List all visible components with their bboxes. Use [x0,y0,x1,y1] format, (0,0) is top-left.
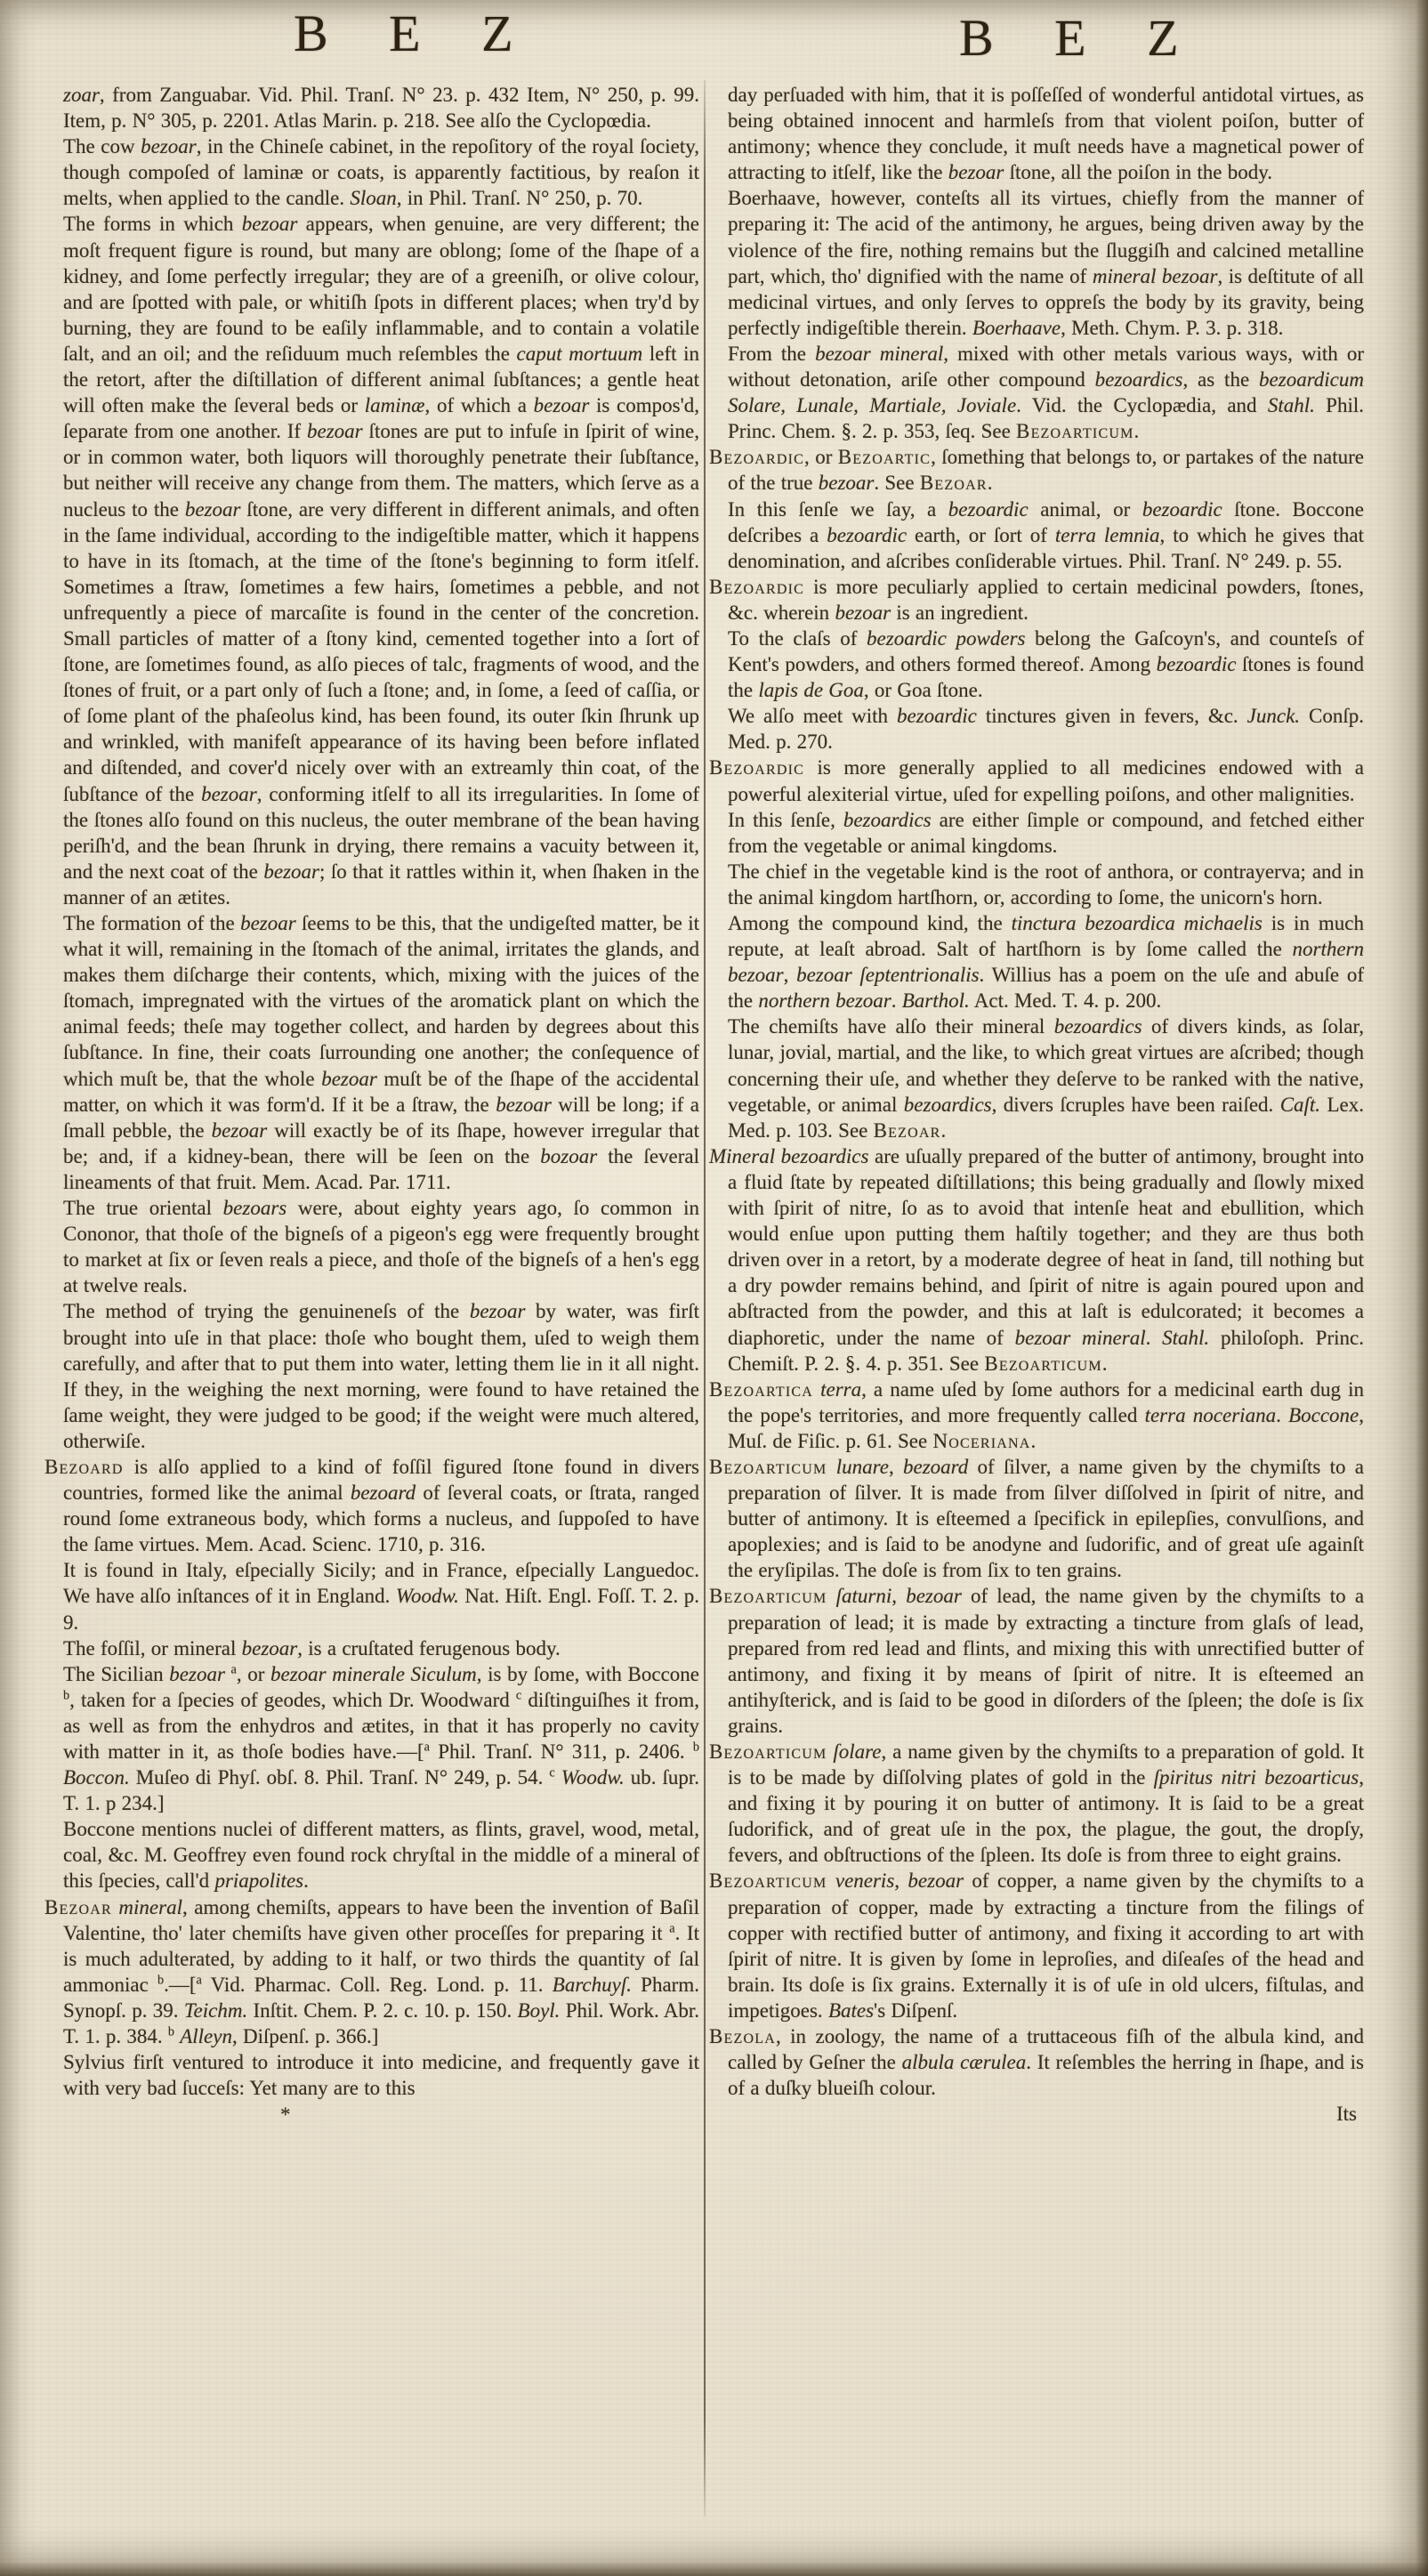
running-header-left: B E Z [294,4,537,62]
body-paragraph: The formation of the bezoar ſeems to be this, that the undigeſted matter, be it what it will, remaining in the ſtomach of the animal, irritates the glands, and makes them diſcharge their contents, which, mixing with the juices of the ſtomach, impregnated with the virtues of the aromatick plant on which the animal feeds; theſe may together collect, and harden by degrees about this ſubſtance. In fine, their coats ſurrounding one another; the conſequence of which muſt be, that the whole bezoar muſt be of the ſhape of the accidental matter, on which it was form'd. If it be a ſtraw, the bezoar will be long; if a ſmall pebble, the bezoar will exactly be of its ſhape, however irregular that be; and, if a kidney-bean, there will be ſeen on the bozoar the ſeveral lineaments of that fruit. Mem. Acad. Par. 1711. [63,912,700,1193]
body-paragraph: In this ſenſe we ſay, a bezoardic animal, or bezoardic ſtone. Boccone deſcribes a bezoardic earth, or ſort of terra lemnia, to which he gives that denomination, and aſcribes conſiderable virtues. Phil. Tranſ. N° 249. p. 55. [728,497,1364,572]
entry-paragraph-bezoarticum-veneris: Bezoarticum veneris, bezoar of copper, a name given by the chymiſts to a preparation of copper, made by extracting a tincture from the filings of copper with rectified butter of antimony, and fixing it according to art with ſpirit of nitre. It is given by ſome in leproſies, and diſeaſes of the head and brain. Its doſe is ſix grains. Externally it is of uſe in old ulcers, fiſtulas, and impetigoes. Bates's Diſpenſ. [709,1869,1364,2022]
page-scan-right-edge [1416,0,1428,2576]
entry-paragraph-bezoardic: Bezoardic, or Bezoartic, ſomething that belongs to, or partakes of the nature of the true bezoar. See Bezoar. [709,446,1364,495]
entry-paragraph-bezoarticum-saturni: Bezoarticum ſaturni, bezoar of lead, the name given by the chymiſts to a preparation of lead; it is made by extracting a tincture from glaſs of lead, prepared from red lead and flints, and mixing this with unrectified butter of antimony, and fixing it by means of ſpirit of nitre. It is eſteemed an antihyſterick, and is ſaid to be good in diſorders of the ſpleen; the doſe is ſix grains. [709,1585,1365,1737]
entry-paragraph-bezola: Bezola, in zoology, the name of a truttaceous fiſh of the albula kind, and called by Geſner the albula cærulea. It reſembles the herring in ſhape, and is of a duſky blueiſh colour. [709,2025,1364,2100]
running-header-right: B E Z [959,9,1203,67]
body-paragraph: Boccone mentions nuclei of different matters, as flints, gravel, wood, metal, coal, &c. M. Geoffrey even found rock chryſtal in the middle of a mineral of this ſpecies, call'd priapolites. [63,1818,699,1893]
body-paragraph: Among the compound kind, the tinctura bezoardica michaelis is in much repute, at leaſt abroad. Salt of hartſhorn is by ſome called the northern bezoar, bezoar ſeptentrionalis. Willius has a poem on the uſe and abuſe of the northern bezoar. Barthol. Act. Med. T. 4. p. 200. [728,912,1364,1013]
body-paragraph: The forms in which bezoar appears, when genuine, are very different; the moſt frequent figure is round, but many are oblong; ſome of the ſhape of a kidney, and ſome perfectly irregular; they are of a greeniſh, or olive colour, and are ſpotted with pale, or whitiſh ſpots in different places; when try'd by burning, they are found to be eaſily inflammable, and to contain a volatile ſalt, and an oil; and the reſiduum much reſembles the caput mortuum left in the retort, after the diſtillation of different animal ſubſtances; a gentle heat will often make the ſeveral beds or laminæ, of which a bezoar is compos'd, ſeparate from one another. If bezoar ſtones are put to infuſe in ſpirit of wine, or in common water, both liquors will thoroughly penetrate their ſubſtance, but neither will receive any change from them. The matters, which ſerve as a nucleus to the bezoar ſtone, are very different in different animals, and often in the ſame individual, according to the indigeſtible matter, which it happens to have in its ſtomach, at the time of the ſtone's beginning to form itſelf. Sometimes a ſtraw, ſometimes a few hairs, ſometimes a pebble, and not unfrequently a piece of marcaſite is found in the center of the concretion. Small particles of matter of a ſtony kind, cemented together into a ſort of ſtone, are ſometimes found, as alſo pieces of talc, fragments of wood, and the ſtones of fruit, or a part only of ſuch a ſtone; and, in ſome, a ſeed of caſſia, or of ſome plant of the phaſeolus kind, has been found, its outer ſkin ſhrunk up and wrinkled, with manifeſt appearance of its having been before inflated and diſtended, and cover'd nicely over with an extreamly thin coat, of the ſubſtance of the bezoar, conforming itſelf to all its irregularities. In ſome of the ſtones alſo found on this nucleus, the outer membrane of the bean having periſh'd, and the bean ſhrunk in drying, there remains a vacuity between it, and the next coat of the bezoar; ſo that it rattles within it, when ſhaken in the manner of an ætites. [63,213,699,908]
body-paragraph: The cow bezoar, in the Chineſe cabinet, in the repoſitory of the royal ſociety, though compoſed of laminæ or coats, is apparently factitious, by reaſon it melts, when applied to the candle. Sloan, in Phil. Tranſ. N° 250, p. 70. [63,135,699,210]
body-paragraph: The foſſil, or mineral bezoar, is a cruſtated ferugenous body. [63,1636,561,1659]
body-paragraph: To the claſs of bezoardic powders belong the Gaſcoyn's, and counteſs of Kent's powders, and others formed thereof. Among bezoardic ſtones is found the lapis de Goa, or Goa ſtone. [728,626,1364,702]
body-paragraph: The method of trying the genuineneſs of the bezoar by water, was firſt brought into uſe in that place: thoſe who bought them, uſed to weigh them carefully, and after that to put them into water, letting them lie in it all night. If they, in the weighing the next morning, were found to have retained the ſame weight, they were judged to be good; if the weight were much altered, otherwiſe. [63,1300,699,1452]
left-column [44,82,699,2128]
body-paragraph: Boerhaave, however, conteſts all its virtues, chiefly from the manner of preparing it: The acid of the antimony, he argues, being driven away by the violence of the fire, nothing remains but the ſluggiſh and calcined metalline part, which, tho' dignified with the name of mineral bezoar, is deſtitute of all medicinal virtues, and only ſerves to oppreſs the body by its gravity, being perfectly indigeſtible therein. Boerhaave, Meth. Chym. P. 3. p. 318. [728,187,1364,339]
entry-paragraph-bezoarticum-solare: Bezoarticum ſolare, a name given by the chymiſts to a preparation of gold. It is to be made by diſſolving plates of gold in the ſpiritus nitri bezoarticus, and fixing it by pouring it on butter of antimony. It is ſaid to be a great ſudorifick, and of great uſe in the pox, the plague, the gout, the dropſy, fevers, and obſtructions of the ſpleen. Its doſe is from three to eight grains. [709,1740,1364,1867]
entry-paragraph-mineral-bezoardics: Mineral bezoardics are uſually prepared of the butter of antimony, brought into a fluid ſtate by repeated diſtillations; this being gradually and ſlowly mixed with ſpirit of nitre, ſo as to avoid that intenſe heat and ebullition, which would enſue upon putting them haſtily together; and they are thus both driven over in a retort, by a moderate degree of heat in ſand, till nothing but a dry powder remains behind, and ſpirit of nitre is again poured upon and abſtracted from the powder, and this at laſt is edulcorated; it becomes a diaphoretic, under the name of bezoar mineral. Stahl. philoſoph. Princ. Chemiſt. P. 2. §. 4. p. 351. See Bezoarticum. [709,1144,1364,1375]
entry-paragraph-bezoarticum-lunare: Bezoarticum lunare, bezoard of ſilver, a name given by the chymiſts to a preparation of ſilver. It is made from ſilver diſſolved in ſpirit of nitre, and butter of antimony. It is eſteemed a ſpecifick in epilepſies, convulſions, and apoplexies; and is ſaid to be anodyne and ſudorific, and of great uſe againſt the eryſipilas. The doſe is from ſix to ten grains. [709,1455,1365,1582]
body-paragraph: We alſo meet with bezoardic tinctures given in fevers, &c. Junck. Conſp. Med. p. 270. [728,705,1364,754]
body-paragraph: In this ſenſe, bezoardics are either ſimple or compound, and fetched either from the vegetable or animal kingdoms. [728,808,1364,857]
column-divider-rule [704,80,706,2516]
entry-paragraph-bezoardic-general: Bezoardic is more generally applied to all medicines endowed with a powerful alexiterial virtue, uſed for expelling poiſons, and other malignities. [709,756,1364,805]
right-column [709,82,1364,2127]
page-scan-bottom-edge [0,2562,1428,2576]
body-paragraph: From the bezoar mineral, mixed with other metals various ways, with or without detonation, ariſe other compound bezoardics, as the bezoardicum Solare, Lunale, Martiale, Joviale. Vid. the Cyclopædia, and Stahl. Phil. Princ. Chem. §. 2. p. 353, ſeq. See Bezoarticum. [728,342,1365,443]
body-paragraph: The chemiſts have alſo their mineral bezoardics of divers kinds, as ſolar, lunar, jovial, martial, and the like, to which great virtues are aſcribed; though concerning their uſe, and whether they deſerve to be ranked with the native, vegetable, or animal bezoardics, divers ſcruples have been raiſed. Caſt. Lex. Med. p. 103. See Bezoar. [728,1015,1364,1142]
entry-paragraph-bezoardic-powders: Bezoardic is more peculiarly applied to certain medicinal powders, ſtones, &c. wherein bezoar is an ingredient. [709,575,1364,624]
entry-paragraph-bezoar-mineral: Bezoar mineral, among chemiſts, appears to have been the invention of Baſil Valentine, tho' later chemiſts have given other proceſſes for preparing it $^a$. It is much adulterated, by adding to it half, or two thirds the quantity of ſal ammoniac $^b$.—[$^a$ Vid. Pharmac. Coll. Reg. Lond. p. 11. Barchuyſ. Pharm. Synopſ. p. 39. Teichm. Inſtit. Chem. P. 2. c. 10. p. 150. Boyl. Phil. Work. Abr. T. 1. p. 384. $^b$ Alleyn, Diſpenſ. p. 366.] [44,1895,700,2048]
body-paragraph: It is found in Italy, eſpecially Sicily; and in France, eſpecially Languedoc. We have alſo inſtances of it in England. Woodw. Nat. Hiſt. Engl. Foſſ. T. 2. p. 9. [63,1559,699,1634]
body-paragraph: The true oriental bezoars were, about eighty years ago, ſo common in Cononor, that thoſe of the bigneſs of a pigeon's egg were frequently brought to market at ſix or ſeven reals a piece, and thoſe of the bigneſs of a hen's egg at twelve reals. [63,1197,700,1297]
catchword: Its [1336,2103,1357,2126]
body-paragraph: The chief in the vegetable kind is the root of anthora, or contrayerva; and in the animal kingdom hartſhorn, or, according to ſome, the unicorn's horn. [728,860,1364,908]
body-paragraph: The Sicilian bezoar $^a$, or bezoar minerale Siculum, is by ſome, with Boccone $^b$, taken for a ſpecies of geodes, which Dr. Woodward $^c$ diſtinguiſhes it from, as well as from the enhydros and ætites, in that it has properly no cavity with matter in it, as thoſe bodies have.—[$^a$ Phil. Tranſ. N° 311, p. 2406. $^b$ Boccon. Muſeo di Phyſ. obſ. 8. Phil. Tranſ. N° 249, p. 54. $^c$ Woodw. ub. ſupr. T. 1. p 234.] [63,1662,700,1815]
body-paragraph: day perſuaded with him, that it is poſſeſſed of wonderful antidotal virtues, as being obtained innocent and harmleſs from that violent poiſon, butter of antimony; whence they conclude, it muſt needs have a magnetical power of attracting to itſelf, like the bezoar ſtone, all the poiſon in the body. [728,84,1364,184]
body-paragraph: zoar, from Zanguabar. Vid. Phil. Tranſ. N° 23. p. 432 Item, N° 250, p. 99. Item, p. N° 305, p. 2201. Atlas Marin. p. 218. See alſo the Cyclopœdia. [63,84,699,133]
entry-paragraph-bezoard: Bezoard is alſo applied to a kind of foſſil figured ſtone found in divers countries, formed like the animal bezoard of ſeveral coats, or ſtrata, ranged round ſome extraneous body, which forms a nucleus, and ſuppoſed to have the ſame virtues. Mem. Acad. Scienc. 1710, p. 316. [44,1455,699,1556]
entry-paragraph-bezoartica: Bezoartica terra, a name uſed by ſome authors for a medicinal earth dug in the pope's territories, and more frequently called terra noceriana. Boccone, Muſ. de Fiſic. p. 61. See Noceriana. [709,1377,1364,1452]
signature-mark: * [280,2104,291,2127]
body-paragraph: Sylvius firſt ventured to introduce it into medicine, and frequently gave it with very bad ſucceſs: Yet many are to this [63,2051,699,2100]
